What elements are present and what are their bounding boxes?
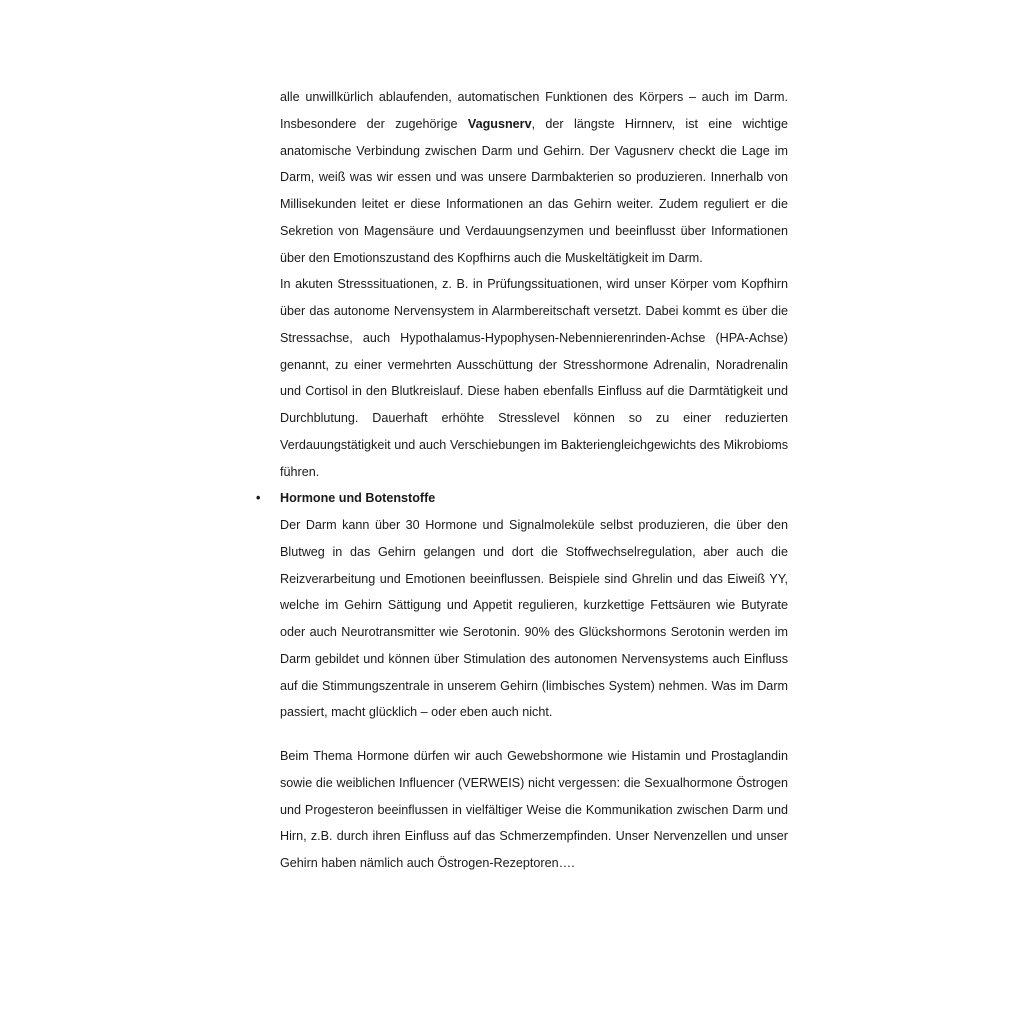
paragraph-vagus-text-end: , der längste Hirnnerv, ist eine wichtige anatomische Verbindung zwischen Darm und Gehirn. Der Vagusnerv checkt die Lage im Darm, weiß was wir essen und was unsere Darmbakterien so produzieren. Innerhalb von Millisekunden leitet er diese Informationen an das Gehirn weiter. Zudem reguliert er die Sekretion von Magensäure und Verdauungsenzymen und beeinflusst über Informationen über den Emotionszustand des Kopfhirns auch die Muskeltätigkeit im Darm.: [280, 116, 788, 265]
text-column: [256, 84, 788, 877]
bullet-heading-text: Hormone und Botenstoffe: [280, 491, 436, 506]
paragraph-tissue-hormones: Beim Thema Hormone dürfen wir auch Gewebshormone wie Histamin und Prostaglandin sowie die weiblichen Influencer (VERWEIS) nicht vergessen: die Sexualhormone Östrogen und Progesteron beeinflussen in vielfältiger Weise die Kommunikation zwischen Darm und Hirn, z.B. durch ihren Einfluss auf das Schmerzempfinden. Unser Nervenzellen und unser Gehirn haben nämlich auch Östrogen-Rezeptoren….: [280, 749, 788, 870]
paragraph-vagus-nerve: [280, 84, 788, 271]
paragraph-vagus-text-start: alle unwillkürlich ablaufenden, automatischen Funktionen des Körpers – auch im Darm. Insbesondere der zugehörige: [280, 90, 788, 131]
bullet-icon: •: [256, 491, 261, 506]
paragraph-hormones: Der Darm kann über 30 Hormone und Signalmoleküle selbst produzieren, die über den Blutweg in das Gehirn gelangen und dort die Stoffwechselregulation, aber auch die Reizverarbeitung und Emotionen beeinflussen. Beispiele sind Ghrelin und das Eiweiß YY, welche im Gehirn Sättigung und Appetit regulieren, kurzkettige Fettsäuren wie Butyrate oder auch Neurotransmitter wie Serotonin. 90% des Glückshormons Serotonin werden im Darm gebildet und können über Stimulation des autonomen Nervensystems auch Einfluss auf die Stimmungszentrale in unserem Gehirn (limbisches System) nehmen. Was im Darm passiert, macht glücklich – oder eben auch nicht.: [280, 518, 788, 720]
paragraph-stress: In akuten Stresssituationen, z. B. in Prüfungssituationen, wird unser Körper vom Kopfhirn über das autonome Nervensystem in Alarmbereitschaft versetzt. Dabei kommt es über die Stressachse, auch Hypothalamus-Hypophysen-Nebennierenrinden-Achse (HPA-Achse) genannt, zu einer vermehrten Ausschüttung der Stresshormone Adrenalin, Noradrenalin und Cortisol in den Blutkreislauf. Diese haben ebenfalls Einfluss auf die Darmtätigkeit und Durchblutung. Dauerhaft erhöhte Stresslevel können so zu einer reduzierten Verdauungstätigkeit und auch Verschiebungen im Bakteriengleichgewichts des Mikrobioms führen.: [280, 277, 788, 479]
term-vagusnerv: Vagusnerv: [467, 116, 532, 131]
bullet-item-hormone: [256, 485, 788, 512]
paragraph-spacer: [280, 726, 788, 743]
